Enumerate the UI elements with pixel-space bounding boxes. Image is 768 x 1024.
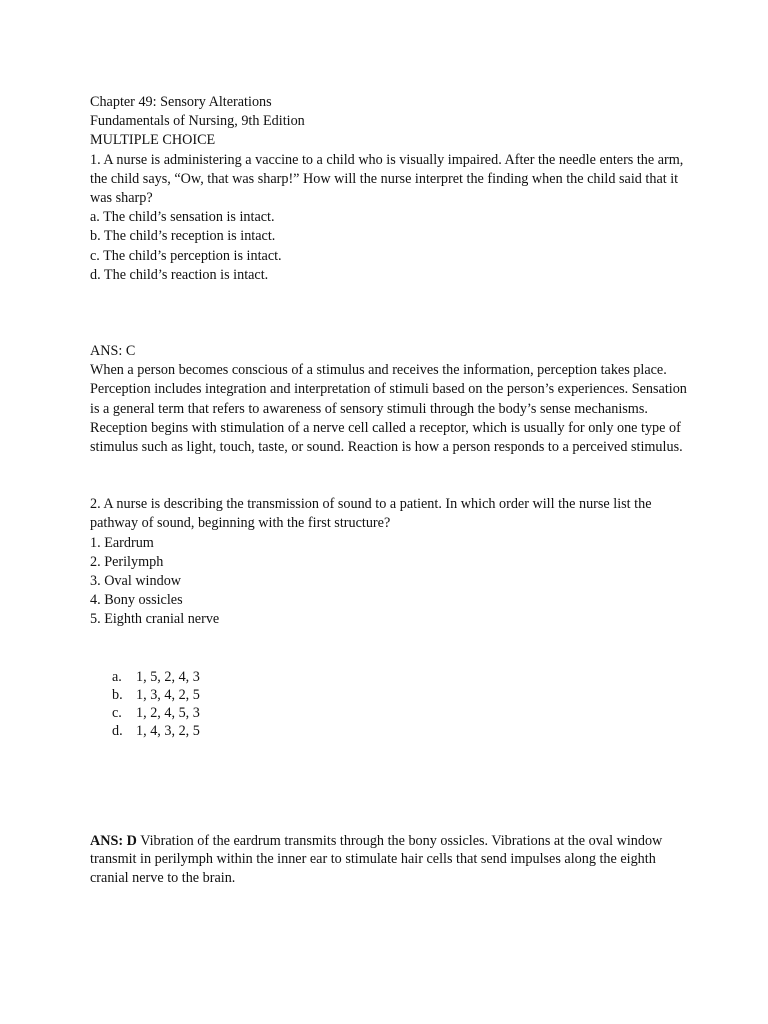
option-text: 1, 3, 4, 2, 5: [136, 686, 200, 703]
question-1-stem: 1. A nurse is administering a vaccine to a child who is visually impaired. After the needle enters the arm, the child says, “Ow, that was sharp!” How will the nurse interpret the finding when the child said that it was sharp?: [90, 151, 684, 207]
question-1-answer: ANS: C: [90, 343, 136, 360]
option-text: 1, 2, 4, 5, 3: [136, 704, 200, 721]
question-1-option-a: a. The child’s sensation is intact.: [90, 209, 275, 226]
question-2-answer-paragraph: [90, 832, 690, 888]
question-2-options: [90, 668, 690, 740]
question-1-option-d: d. The child’s reaction is intact.: [90, 266, 269, 283]
question-2-rationale: Vibration of the eardrum transmits through the bony ossicles. Vibrations at the oval window transmit in perilymph within the inner ear to stimulate hair cells that send impulses along the eighth cranial nerve to the brain.: [90, 832, 663, 886]
question-2-stem: 2. A nurse is describing the transmission of sound to a patient. In which order will the nurse list the pathway of sound, beginning with the first structure?: [90, 496, 652, 532]
option-text: 1, 5, 2, 4, 3: [136, 668, 200, 685]
question-1-option-b: b. The child’s reception is intact.: [90, 228, 276, 245]
option-letter: d.: [112, 722, 123, 739]
structure-5: 5. Eighth cranial nerve: [90, 611, 220, 628]
question-2-option-a: [90, 668, 690, 686]
section-heading: MULTIPLE CHOICE: [90, 132, 216, 149]
spacer: [90, 630, 690, 668]
option-letter: a.: [112, 668, 122, 685]
book-title: Fundamentals of Nursing, 9th Edition: [90, 113, 305, 130]
structure-2: 2. Perilymph: [90, 553, 164, 570]
option-letter: b.: [112, 686, 123, 703]
spacer: [90, 457, 690, 495]
spacer: [90, 740, 690, 832]
chapter-title: Chapter 49: Sensory Alterations: [90, 94, 272, 110]
question-1-rationale: When a person becomes conscious of a stimulus and receives the information, perception takes place. Perception includes integration and interpretation of stimuli based on the person’s experiences. Sensation is a general term that refers to awareness of sensory stimuli through the body’s sense mechanisms. Reception begins with stimulation of a nerve cell called a receptor, which is usually for only one type of stimulus such as light, touch, taste, or sound. Reaction is how a person responds to a perceived stimulus.: [90, 362, 687, 456]
structure-3: 3. Oval window: [90, 573, 182, 590]
option-text: 1, 4, 3, 2, 5: [136, 722, 200, 739]
question-2-answer: ANS: D: [90, 832, 137, 849]
structure-1: 1. Eardrum: [90, 534, 154, 551]
question-2-option-c: [90, 704, 690, 722]
structure-4: 4. Bony ossicles: [90, 592, 183, 609]
question-2-option-b: [90, 686, 690, 704]
document-page: [90, 93, 690, 887]
spacer: [90, 285, 690, 342]
option-letter: c.: [112, 704, 122, 721]
question-2-option-d: [90, 722, 690, 740]
question-1-option-c: c. The child’s perception is intact.: [90, 247, 282, 264]
